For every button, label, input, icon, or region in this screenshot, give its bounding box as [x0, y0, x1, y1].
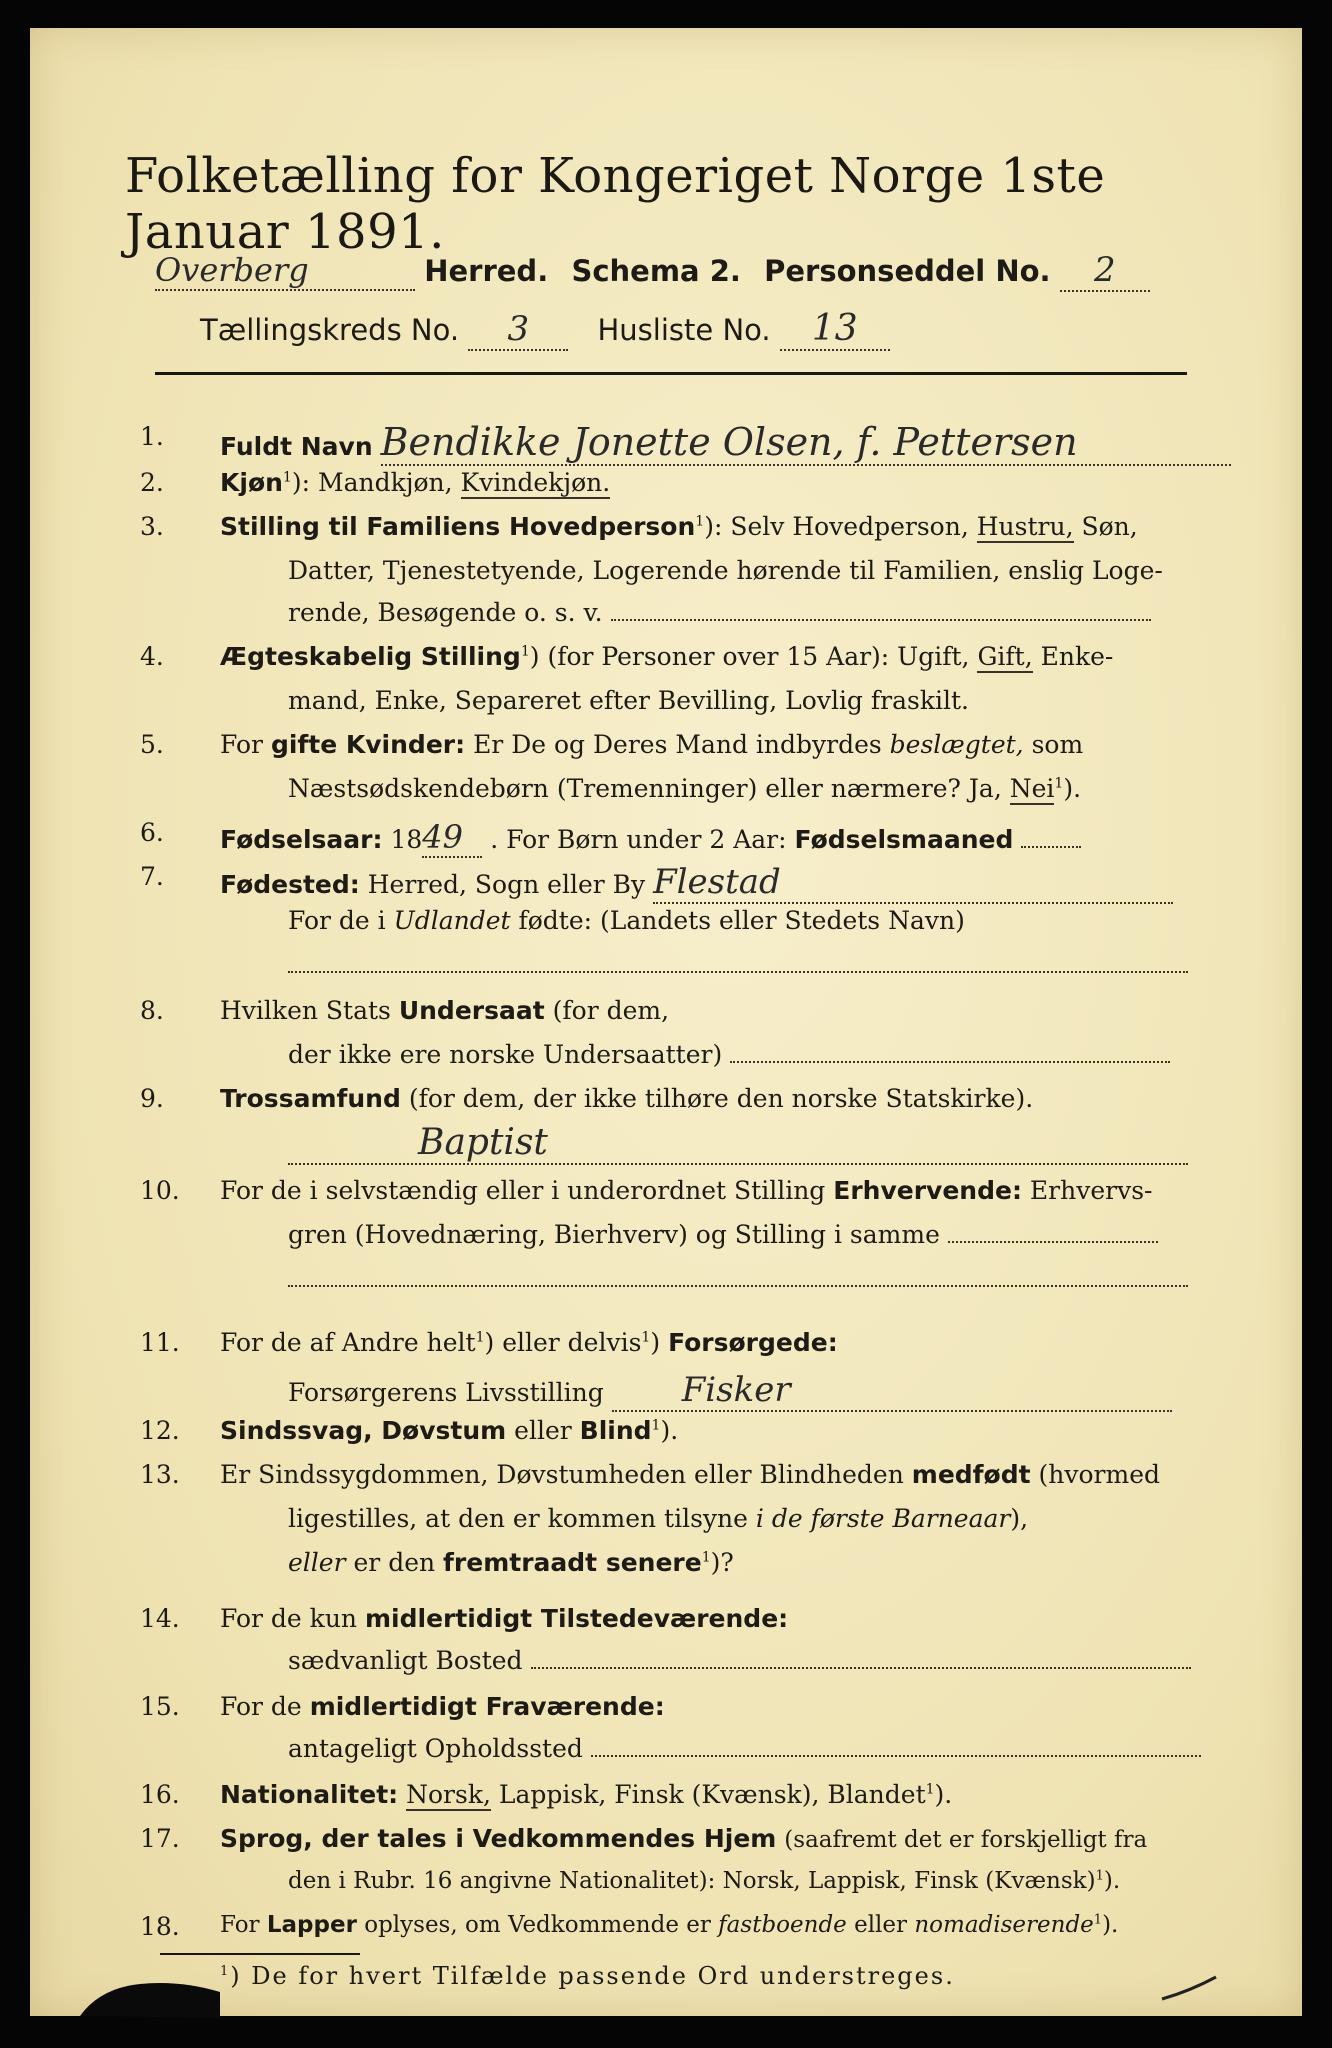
q6-prefix: 18: [390, 825, 423, 854]
herred-line: [155, 250, 1150, 292]
q13-text: Er Sindssygdommen, Døvstumheden eller Blindheden: [220, 1460, 904, 1489]
q12-row: [220, 1416, 678, 1445]
q11-label: Forsørgede:: [668, 1328, 838, 1357]
q13-line3-label: fremtraadt senere: [443, 1548, 702, 1577]
herred-label: Herred.: [424, 254, 549, 288]
q11-line2-row: [288, 1370, 1172, 1412]
q17-row: [220, 1824, 1147, 1853]
q16-row: [220, 1780, 952, 1809]
q5-selected-option: Nei: [1009, 774, 1055, 803]
q6-label: Fødselsaar:: [220, 825, 383, 854]
q16-label: Nationalitet:: [220, 1780, 399, 1809]
q2-selected-option: Kvindekjøn.: [460, 468, 611, 497]
q11-footnote-mark-2: 1: [641, 1329, 651, 1346]
q18-end: ).: [1102, 1912, 1119, 1938]
q8-answer-field: [730, 1061, 1170, 1063]
footnote-row: [220, 1962, 955, 1990]
q11-text-c: ): [650, 1328, 661, 1357]
q15-answer-field: [591, 1755, 1201, 1757]
q6-label2: Fødselsmaaned: [794, 825, 1014, 854]
q4-text-a: ) (for Personer over 15 Aar): Ugift,: [529, 642, 970, 671]
personseddel-label: Personseddel No.: [764, 254, 1051, 288]
q4-text-b: Enke-: [1040, 642, 1114, 671]
footnote-mark: 1: [220, 1964, 231, 1979]
q15-line2: antageligt Opholdssted: [288, 1734, 583, 1763]
q2-number: 2.: [140, 468, 164, 497]
q11-text-b: ) eller delvis: [484, 1328, 642, 1357]
q11-provider-value: Fisker: [612, 1370, 1172, 1412]
q8-line2: der ikke ere norske Undersaatter): [288, 1040, 723, 1069]
q13-line3-row: [288, 1548, 734, 1577]
q6-text: . For Børn under 2 Aar:: [490, 825, 787, 854]
q4-selected-option: Gift,: [977, 642, 1033, 671]
q11-line2: Forsørgerens Livsstilling: [288, 1378, 604, 1407]
personseddel-value: 2: [1060, 250, 1150, 292]
q18-text: For: [220, 1912, 260, 1938]
q5-number: 5.: [140, 730, 164, 759]
q13-line2-b: ),: [1010, 1504, 1029, 1533]
q7-text: Herred, Sogn eller By: [367, 870, 646, 899]
q14-row: [220, 1604, 788, 1633]
q13-line3-italic: eller: [288, 1548, 346, 1577]
q17-number: 17.: [140, 1824, 180, 1853]
q15-label: midlertidigt Fraværende:: [309, 1692, 665, 1721]
q14-answer-field: [531, 1667, 1191, 1669]
q13-footnote-mark: 1: [701, 1549, 711, 1566]
census-form-sheet: [30, 28, 1302, 2016]
q3-text-b: Søn,: [1081, 512, 1138, 541]
q4-row: [220, 642, 1113, 671]
q5-label: gifte Kvinder:: [270, 730, 466, 759]
q7-foreign-field-row: [288, 950, 1188, 979]
q18-text-b: oplyses, om Vedkommende er: [364, 1912, 711, 1938]
q1-name-value: Bendikke Jonette Olsen, f. Pettersen: [381, 420, 1231, 466]
q13-line3-a: er den: [353, 1548, 436, 1577]
q13-text-b: (hvormed: [1038, 1460, 1161, 1489]
q12-footnote-mark: 1: [651, 1417, 661, 1434]
q16-footnote-mark: 1: [925, 1781, 935, 1798]
q5-end: ).: [1063, 774, 1082, 803]
q14-text: For de kun: [220, 1604, 358, 1633]
q5-italic: beslægtet,: [889, 730, 1024, 759]
q6-year-value: 49: [422, 818, 482, 858]
q7-line2-row: [288, 906, 965, 935]
q5-line2: Næstsødskendebørn (Tremenninger) eller nærmere? Ja,: [288, 774, 1002, 803]
q1-label: Fuldt Navn: [220, 432, 373, 461]
q7-line2-a: For de i: [288, 906, 386, 935]
form-title: Folketælling for Kongeriget Norge 1ste Januar 1891.: [125, 148, 1106, 260]
q16-selected-option: Norsk,: [406, 1780, 491, 1809]
q3-line2: Datter, Tjenestetyende, Logerende hørende til Familien, enslig Loge-: [288, 556, 1163, 585]
kreds-value: 3: [468, 309, 568, 351]
q17-text: (saafremt det er forskjelligt fra: [784, 1827, 1148, 1853]
q18-footnote-mark: 1: [1093, 1912, 1103, 1928]
q8-row: [220, 996, 669, 1025]
q2-row: [220, 468, 610, 497]
q17-footnote-mark: 1: [1095, 1868, 1104, 1884]
q11-footnote-mark: 1: [475, 1329, 485, 1346]
ink-mark-icon: [1160, 1973, 1220, 2003]
q5-line2-row: [288, 774, 1081, 803]
q8-line2-row: [288, 1040, 1170, 1069]
q12-number: 12.: [140, 1416, 180, 1445]
q2-footnote-mark: 1: [282, 469, 292, 486]
q11-number: 11.: [140, 1328, 180, 1357]
q7-line2-italic: Udlandet: [393, 906, 511, 935]
q15-number: 15.: [140, 1692, 180, 1721]
q1-number: 1.: [140, 422, 164, 451]
q2-label: Kjøn: [220, 468, 283, 497]
q9-label: Trossamfund: [220, 1084, 401, 1113]
q8-number: 8.: [140, 996, 164, 1025]
q7-foreign-field: [288, 971, 1188, 973]
q10-line2: gren (Hovednæring, Bierhverv) og Stilling i samme: [288, 1220, 940, 1249]
q7-number: 7.: [140, 862, 164, 891]
q5-text-b: Er De og Deres Mand indbyrdes: [473, 730, 882, 759]
q16-text: Lappisk, Finsk (Kvænsk), Blandet: [498, 1780, 926, 1809]
q4-line2: mand, Enke, Separeret efter Bevilling, Lovlig fraskilt.: [288, 686, 969, 715]
q13-row: [220, 1460, 1160, 1489]
q6-row: [220, 818, 1081, 858]
q18-label: Lapper: [266, 1912, 357, 1938]
q3-number: 3.: [140, 512, 164, 541]
q12-end: ).: [660, 1416, 679, 1445]
q18-italic-2: nomadiserende: [914, 1912, 1094, 1938]
ink-smudge-icon: [80, 1978, 230, 2018]
q10-label: Erhvervende:: [833, 1176, 1022, 1205]
footnote-rule: [160, 1953, 360, 1955]
q16-number: 16.: [140, 1780, 180, 1809]
q3-answer-field: [611, 619, 1151, 621]
q14-label: midlertidigt Tilstedeværende:: [364, 1604, 789, 1633]
q15-text: For de: [220, 1692, 302, 1721]
q13-label: medfødt: [911, 1460, 1031, 1489]
q11-row: [220, 1328, 838, 1357]
q2-text: ): Mandkjøn,: [291, 468, 453, 497]
q17-end: ).: [1103, 1868, 1121, 1894]
q6-number: 6.: [140, 818, 164, 847]
q16-end: ).: [934, 1780, 953, 1809]
q3-label: Stilling til Familiens Hovedperson: [220, 512, 696, 541]
q15-row: [220, 1692, 665, 1721]
q3-line3-row: [288, 598, 1151, 627]
q9-text: (for dem, der ikke tilhøre den norske Statskirke).: [408, 1084, 1034, 1113]
q5-text-c: som: [1031, 730, 1084, 759]
q11-text: For de af Andre helt: [220, 1328, 476, 1357]
q8-text: Hvilken Stats: [220, 996, 391, 1025]
q9-number: 9.: [140, 1084, 164, 1113]
q6-month-field: [1021, 846, 1081, 848]
husliste-value: 13: [780, 308, 890, 351]
q10-row: [220, 1176, 1152, 1205]
q13-line2-row: [288, 1504, 1028, 1533]
footnote-text: ) De for hvert Tilfælde passende Ord understreges.: [230, 1962, 955, 1990]
q9-row: [220, 1084, 1033, 1113]
q10-line2-row: [288, 1220, 1158, 1249]
q8-text-b: (for dem,: [552, 996, 670, 1025]
q15-line2-row: [288, 1734, 1201, 1763]
q13-line3-end: )?: [710, 1548, 734, 1577]
q18-italic-1: fastboende: [718, 1912, 847, 1938]
q8-label: Undersaat: [398, 996, 545, 1025]
q10-text: For de i selvstændig eller i underordnet Stilling: [220, 1176, 826, 1205]
q14-number: 14.: [140, 1604, 180, 1633]
q12-label2: Blind: [579, 1416, 652, 1445]
q12-label: Sindssvag, Døvstum: [220, 1416, 507, 1445]
q13-number: 13.: [140, 1460, 180, 1489]
q18-number: 18.: [140, 1912, 180, 1941]
q12-text: eller: [514, 1416, 572, 1445]
q4-label: Ægteskabelig Stilling: [220, 642, 521, 671]
q10-extra-field: [288, 1285, 1188, 1287]
q7-row: [220, 862, 1173, 904]
q7-line2-b: fødte: (Landets eller Stedets Navn): [518, 906, 965, 935]
kreds-label: Tællingskreds No.: [200, 313, 460, 347]
header-rule: [155, 372, 1187, 375]
q9-value-row: [288, 1122, 1188, 1165]
q14-line2: sædvanligt Bosted: [288, 1646, 523, 1675]
q4-number: 4.: [140, 642, 164, 671]
q3-selected-option: Hustru,: [976, 512, 1074, 541]
q17-line2: den i Rubr. 16 angivne Nationalitet): Norsk, Lappisk, Finsk (Kvænsk): [288, 1868, 1096, 1894]
q14-line2-row: [288, 1646, 1191, 1675]
q18-text-c: eller: [854, 1912, 908, 1938]
q1-row: [220, 420, 1231, 466]
q17-line2-row: [288, 1868, 1120, 1894]
q3-footnote-mark: 1: [695, 513, 705, 530]
q5-text-a: For: [220, 730, 263, 759]
q17-label: Sprog, der tales i Vedkommendes Hjem: [220, 1824, 777, 1853]
q9-denomination-value: Baptist: [288, 1122, 1188, 1165]
husliste-label: Husliste No.: [597, 313, 771, 347]
q18-row: [220, 1912, 1118, 1938]
q10-number: 10.: [140, 1176, 180, 1205]
q10-text-b: Erhvervs-: [1029, 1176, 1153, 1205]
q7-birthplace-value: Flestad: [653, 862, 1173, 904]
schema-label: Schema 2.: [571, 254, 741, 288]
q13-line2-italic: i de første Barneaar: [755, 1504, 1011, 1533]
herred-value: Overberg: [155, 251, 415, 291]
q10-answer-field: [948, 1241, 1158, 1243]
q3-row: [220, 512, 1138, 541]
q5-row: [220, 730, 1083, 759]
q10-extra-field-row: [288, 1264, 1188, 1293]
q13-line2-a: ligestilles, at den er kommen tilsyne: [288, 1504, 748, 1533]
kreds-line: [200, 308, 890, 351]
q7-label: Fødested:: [220, 870, 360, 899]
q3-line3: rende, Besøgende o. s. v.: [288, 598, 603, 627]
q3-text-a: ): Selv Hovedperson,: [704, 512, 969, 541]
q4-footnote-mark: 1: [520, 643, 530, 660]
q5-footnote-mark: 1: [1054, 775, 1064, 792]
